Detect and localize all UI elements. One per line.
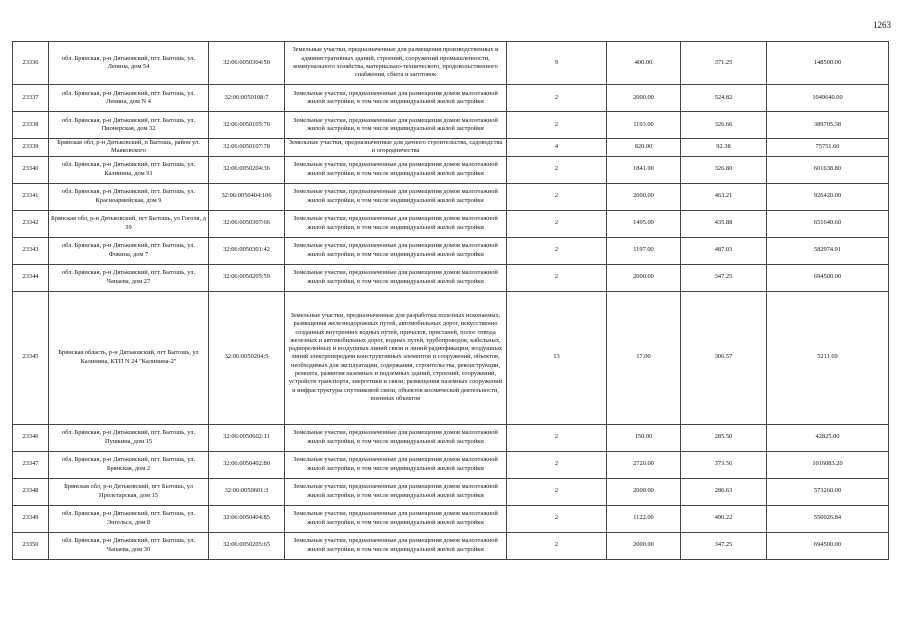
cadastral-number-cell: 32:06:0050205:65 <box>209 532 285 559</box>
table-row <box>13 264 889 291</box>
specific-value-cell: 373.56 <box>681 451 767 478</box>
table-row <box>13 505 889 532</box>
table-row <box>13 532 889 559</box>
land-use-cell: Земельные участки, предназначенные для размещения домов малоэтажной жилой застройки, в том числе индивидуальной жилой застройки <box>285 112 507 139</box>
group-cell: 2 <box>507 505 607 532</box>
table-row <box>13 112 889 139</box>
cadastral-value-cell: 1049640.00 <box>767 85 889 112</box>
cadastral-number-cell: 32:06:0050402:80 <box>209 451 285 478</box>
row-number: 23343 <box>13 237 49 264</box>
specific-value-cell: 524.82 <box>681 85 767 112</box>
address-cell: обл. Брянская, р-н Дятьковский, пгт. Бытошь, ул. Ленина, дом N 4 <box>49 85 209 112</box>
table-row <box>13 139 889 157</box>
group-cell: 2 <box>507 156 607 183</box>
land-use-cell: Земельные участки, предназначенные для размещения домов малоэтажной жилой застройки, в том числе индивидуальной жилой застройки <box>285 237 507 264</box>
specific-value-cell: 285.50 <box>681 424 767 451</box>
address-cell: Брянская обл, р-н Дятьковский, п Бытошь, район ул. Маяковского <box>49 139 209 157</box>
land-use-cell: Земельные участки, предназначенные для дачного строительства, садоводства и огородничества <box>285 139 507 157</box>
address-cell: обл. Брянская, р-н Дятьковский, пгт. Бытошь, ул. Фокина, дом 7 <box>49 237 209 264</box>
cadastral-value-cell: 148500.00 <box>767 42 889 85</box>
area-cell: 2000.00 <box>607 532 681 559</box>
specific-value-cell: 306.57 <box>681 291 767 424</box>
table-row <box>13 156 889 183</box>
cadastral-value-cell: 42825.00 <box>767 424 889 451</box>
area-cell: 2000.00 <box>607 264 681 291</box>
cadastral-value-cell: 582974.91 <box>767 237 889 264</box>
row-number: 23349 <box>13 505 49 532</box>
cadastral-number-cell: 32:06:0050204:36 <box>209 156 285 183</box>
specific-value-cell: 326.66 <box>681 112 767 139</box>
table-row <box>13 183 889 210</box>
cadastral-value-cell: 694500.00 <box>767 532 889 559</box>
land-use-cell: Земельные участки, предназначенные для разработки полезных ископаемых, размещения железнодорожных путей, автомобильных дорог, искусственно созданных внутренних водных путей, причалов, пристаней, полос отвода железных и автомобильных дорог, водных путей, трубопроводов, кабельных, радиорелейных и воздушных линий связи и линий радиофикации, воздушных линий электропередачи конструктивных элементов и сооружений, объектов, необходимых для эксплуатации, содержания, строительства, реконструкции, ремонта, развития наземных и подземных зданий, строений, сооружений, устройств транспорта, энергетики и связи; размещения наземных сооружений и инфраструктуры спутниковой связи, объектов космической деятельности, военных объектов <box>285 291 507 424</box>
address-cell: обл. Брянская, р-н Дятьковский, пгт. Бытошь, ул. Брянская, дом 2 <box>49 451 209 478</box>
group-cell: 13 <box>507 291 607 424</box>
specific-value-cell: 371.25 <box>681 42 767 85</box>
land-use-cell: Земельные участки, предназначенные для размещения домов малоэтажной жилой застройки, в том числе индивидуальной жилой застройки <box>285 264 507 291</box>
area-cell: 2000.00 <box>607 478 681 505</box>
table-row <box>13 291 889 424</box>
specific-value-cell: 463.21 <box>681 183 767 210</box>
cadastral-value-cell: 694500.00 <box>767 264 889 291</box>
table-row <box>13 210 889 237</box>
cadastral-number-cell: 32:06:0050107:78 <box>209 139 285 157</box>
table-body <box>13 42 889 560</box>
specific-value-cell: 490.22 <box>681 505 767 532</box>
land-use-cell: Земельные участки, предназначенные для размещения домов малоэтажной жилой застройки, в том числе индивидуальной жилой застройки <box>285 424 507 451</box>
specific-value-cell: 347.25 <box>681 264 767 291</box>
area-cell: 2000.00 <box>607 183 681 210</box>
area-cell: 1197.00 <box>607 237 681 264</box>
table-row <box>13 478 889 505</box>
cadastral-number-cell: 32:06:0050304:50 <box>209 42 285 85</box>
row-number: 23348 <box>13 478 49 505</box>
group-cell: 2 <box>507 210 607 237</box>
row-number: 23347 <box>13 451 49 478</box>
area-cell: 1495.00 <box>607 210 681 237</box>
group-cell: 2 <box>507 424 607 451</box>
row-number: 23345 <box>13 291 49 424</box>
cadastral-value-cell: 550026.84 <box>767 505 889 532</box>
row-number: 23340 <box>13 156 49 183</box>
land-use-cell: Земельные участки, предназначенные для размещения домов малоэтажной жилой застройки, в том числе индивидуальной жилой застройки <box>285 478 507 505</box>
cadastral-value-cell: 601638.80 <box>767 156 889 183</box>
land-use-cell: Земельные участки, предназначенные для размещения домов малоэтажной жилой застройки, в том числе индивидуальной жилой застройки <box>285 505 507 532</box>
row-number: 23336 <box>13 42 49 85</box>
land-use-cell: Земельные участки, предназначенные для размещения домов малоэтажной жилой застройки, в том числе индивидуальной жилой застройки <box>285 85 507 112</box>
row-number: 23341 <box>13 183 49 210</box>
address-cell: Брянская обл, р-н Дятьковский, пгт Бытошь, ул Гоголя, д 39 <box>49 210 209 237</box>
address-cell: обл. Брянская, р-н Дятьковский, пгт. Бытошь, ул. Пушкина, дом 15 <box>49 424 209 451</box>
land-use-cell: Земельные участки, предназначенные для размещения домов малоэтажной жилой застройки, в том числе индивидуальной жилой застройки <box>285 210 507 237</box>
address-cell: обл. Брянская, р-н Дятьковский, пгт. Бытошь, ул. Красноармейская, дом 9 <box>49 183 209 210</box>
address-cell: Брянская обл, р-н Дятьковский, пгт Бытошь, ул Пролетарская, дом 15 <box>49 478 209 505</box>
land-use-cell: Земельные участки, предназначенные для размещения домов малоэтажной жилой застройки, в том числе индивидуальной жилой застройки <box>285 532 507 559</box>
group-cell: 2 <box>507 183 607 210</box>
area-cell: 1193.00 <box>607 112 681 139</box>
cadastral-value-cell: 926420.00 <box>767 183 889 210</box>
table-row <box>13 42 889 85</box>
cadastral-number-cell: 32:06:0050404:106 <box>209 183 285 210</box>
land-use-cell: Земельные участки, предназначенные для размещения домов малоэтажной жилой застройки, в том числе индивидуальной жилой застройки <box>285 156 507 183</box>
area-cell: 2000.00 <box>607 85 681 112</box>
area-cell: 2720.00 <box>607 451 681 478</box>
group-cell: 2 <box>507 237 607 264</box>
row-number: 23344 <box>13 264 49 291</box>
cadastral-value-cell: 1016083.20 <box>767 451 889 478</box>
row-number: 23337 <box>13 85 49 112</box>
area-cell: 150.00 <box>607 424 681 451</box>
group-cell: 2 <box>507 112 607 139</box>
land-use-cell: Земельные участки, предназначенные для размещения домов малоэтажной жилой застройки, в том числе индивидуальной жилой застройки <box>285 183 507 210</box>
address-cell: обл. Брянская, р-н Дятьковский, пгт. Бытошь, ул. Энгельса, дом 8 <box>49 505 209 532</box>
group-cell: 2 <box>507 264 607 291</box>
row-number: 23342 <box>13 210 49 237</box>
cadastral-number-cell: 32:06:0050307:66 <box>209 210 285 237</box>
table-row <box>13 85 889 112</box>
group-cell: 2 <box>507 478 607 505</box>
land-use-cell: Земельные участки, предназначенные для размещения производственных и административных зданий, строений, сооружений промышленности, коммунального хозяйства, материально-технического, продовольственного снабжения, сбыта и заготовок <box>285 42 507 85</box>
cadastral-value-table <box>12 41 889 560</box>
cadastral-number-cell: 32:06:0050205:59 <box>209 264 285 291</box>
cadastral-value-cell: 573260.00 <box>767 478 889 505</box>
area-cell: 400.00 <box>607 42 681 85</box>
address-cell: обл. Брянская, р-н Дятьковский, пгт. Бытошь, ул. Чапаева, дом 30 <box>49 532 209 559</box>
cadastral-number-cell: 32:06:0050108:7 <box>209 85 285 112</box>
area-cell: 1122.00 <box>607 505 681 532</box>
table-row <box>13 424 889 451</box>
cadastral-number-cell: 32:06:0050404:85 <box>209 505 285 532</box>
specific-value-cell: 286.63 <box>681 478 767 505</box>
address-cell: обл. Брянская, р-н Дятьковский, пгт. Бытошь, ул. Калинина, дом 91 <box>49 156 209 183</box>
row-number: 23339 <box>13 139 49 157</box>
cadastral-value-cell: 75751.60 <box>767 139 889 157</box>
group-cell: 2 <box>507 451 607 478</box>
page-number: 1263 <box>873 20 891 30</box>
specific-value-cell: 326.80 <box>681 156 767 183</box>
group-cell: 4 <box>507 139 607 157</box>
cadastral-number-cell: 32:06:0050105:76 <box>209 112 285 139</box>
address-cell: обл. Брянская, р-н Дятьковский, пгт. Бытошь, ул. Чапаева, дом 27 <box>49 264 209 291</box>
specific-value-cell: 347.25 <box>681 532 767 559</box>
cadastral-number-cell: 32:06:0050601:3 <box>209 478 285 505</box>
group-cell: 9 <box>507 42 607 85</box>
group-cell: 2 <box>507 85 607 112</box>
land-use-cell: Земельные участки, предназначенные для размещения домов малоэтажной жилой застройки, в том числе индивидуальной жилой застройки <box>285 451 507 478</box>
cadastral-value-cell: 5211.69 <box>767 291 889 424</box>
address-cell: Брянская область, р-н Дятьковский, пгт Бытошь, ул Калинина, КТП N 24 "Калинина-2" <box>49 291 209 424</box>
address-cell: обл. Брянская, р-н Дятьковский, пгт. Бытошь, ул. Ленина, дом 54 <box>49 42 209 85</box>
cadastral-value-cell: 389705.38 <box>767 112 889 139</box>
row-number: 23346 <box>13 424 49 451</box>
address-cell: обл. Брянская, р-н Дятьковский, пгт. Бытошь, ул. Пионерская, дом 32 <box>49 112 209 139</box>
area-cell: 17.00 <box>607 291 681 424</box>
area-cell: 1841.00 <box>607 156 681 183</box>
cadastral-number-cell: 32:06:0050204:5 <box>209 291 285 424</box>
table-row <box>13 237 889 264</box>
specific-value-cell: 487.03 <box>681 237 767 264</box>
specific-value-cell: 92.38 <box>681 139 767 157</box>
specific-value-cell: 435.88 <box>681 210 767 237</box>
group-cell: 2 <box>507 532 607 559</box>
cadastral-value-cell: 651640.60 <box>767 210 889 237</box>
cadastral-number-cell: 32:06:0050602:11 <box>209 424 285 451</box>
table-row <box>13 451 889 478</box>
row-number: 23338 <box>13 112 49 139</box>
row-number: 23350 <box>13 532 49 559</box>
area-cell: 820.00 <box>607 139 681 157</box>
cadastral-number-cell: 32:06:0050301:42 <box>209 237 285 264</box>
